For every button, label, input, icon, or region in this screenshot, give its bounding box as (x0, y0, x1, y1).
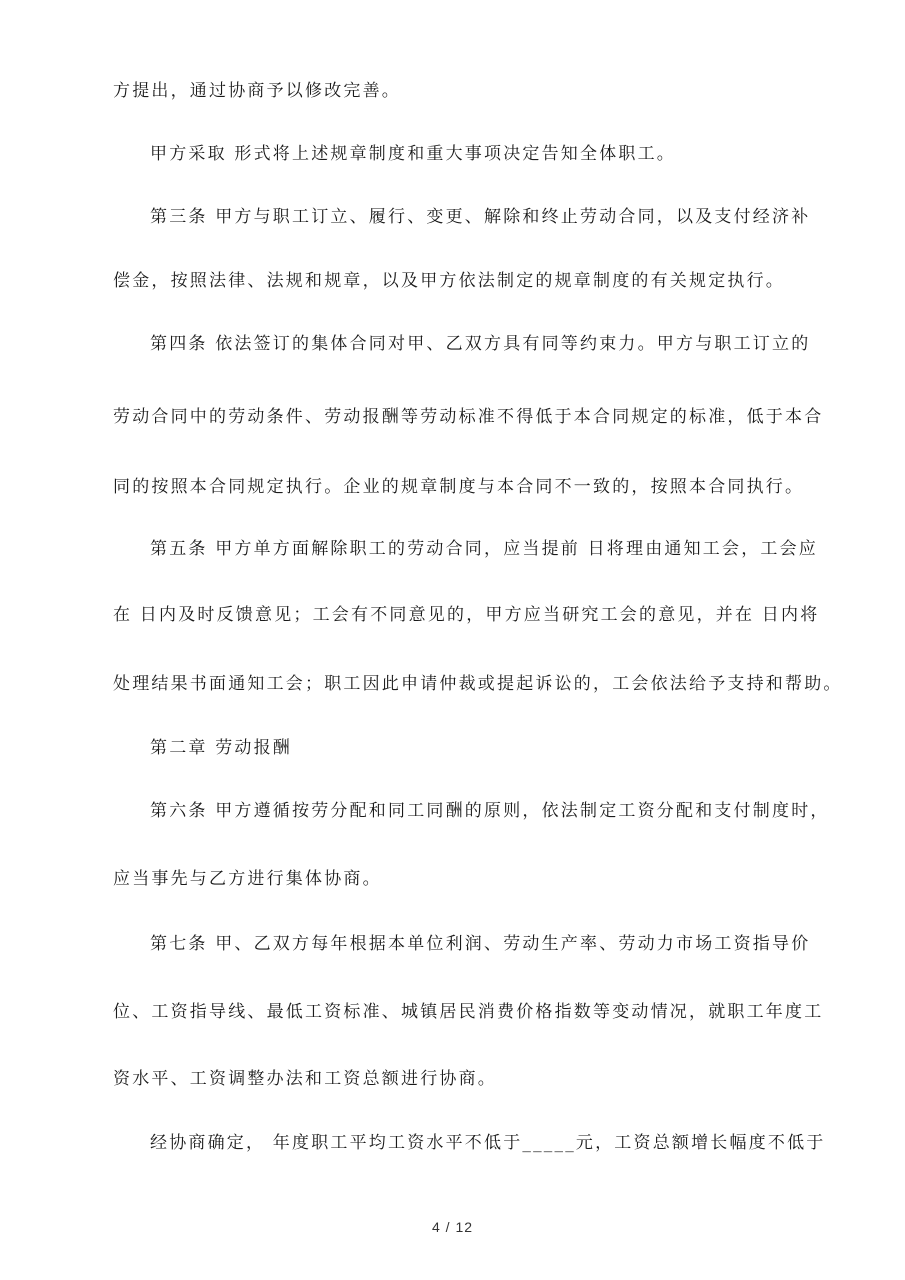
text-line: 劳动合同中的劳动条件、劳动报酬等劳动标准不得低于本合同规定的标准，低于本合 (113, 407, 824, 427)
text-line: 应当事先与乙方进行集体协商。 (113, 869, 382, 889)
text-line: 偿金，按照法律、法规和规章，以及甲方依法制定的规章制度的有关规定执行。 (113, 271, 785, 291)
text-line: 方提出，通过协商予以修改完善。 (113, 81, 401, 101)
text-line: 经协商确定， 年度职工平均工资水平不低于_____元，工资总额增长幅度不低于 (150, 1133, 826, 1153)
chapter-heading: 第二章 劳动报酬 (150, 738, 293, 758)
text-line: 第五条 甲方单方面解除职工的劳动合同，应当提前 日将理由通知工会，工会应 (150, 539, 819, 559)
text-line: 第三条 甲方与职工订立、履行、变更、解除和终止劳动合同，以及支付经济补 (150, 207, 811, 227)
text-line: 同的按照本合同规定执行。企业的规章制度与本合同不一致的，按照本合同执行。 (113, 477, 805, 497)
text-line: 第七条 甲、乙双方每年根据本单位利润、劳动生产率、劳动力市场工资指导价 (150, 934, 811, 954)
text-line: 第四条 依法签订的集体合同对甲、乙双方具有同等约束力。甲方与职工订立的 (150, 334, 811, 354)
text-line: 在 日内及时反馈意见；工会有不同意见的，甲方应当研究工会的意见，并在 日内将 (113, 605, 820, 625)
text-line: 位、工资指导线、最低工资标准、城镇居民消费价格指数等变动情况，就职工年度工 (113, 1002, 824, 1022)
text-line: 资水平、工资调整办法和工资总额进行协商。 (113, 1069, 497, 1089)
text-line: 甲方采取 形式将上述规章制度和重大事项决定告知全体职工。 (150, 144, 677, 164)
page-number: 4 / 12 (431, 1219, 474, 1235)
text-line: 第六条 甲方遵循按劳分配和同工同酬的原则，依法制定工资分配和支付制度时， (150, 801, 830, 821)
text-line: 处理结果书面通知工会；职工因此申请仲裁或提起诉讼的，工会依法给予支持和帮助。 (113, 674, 843, 694)
